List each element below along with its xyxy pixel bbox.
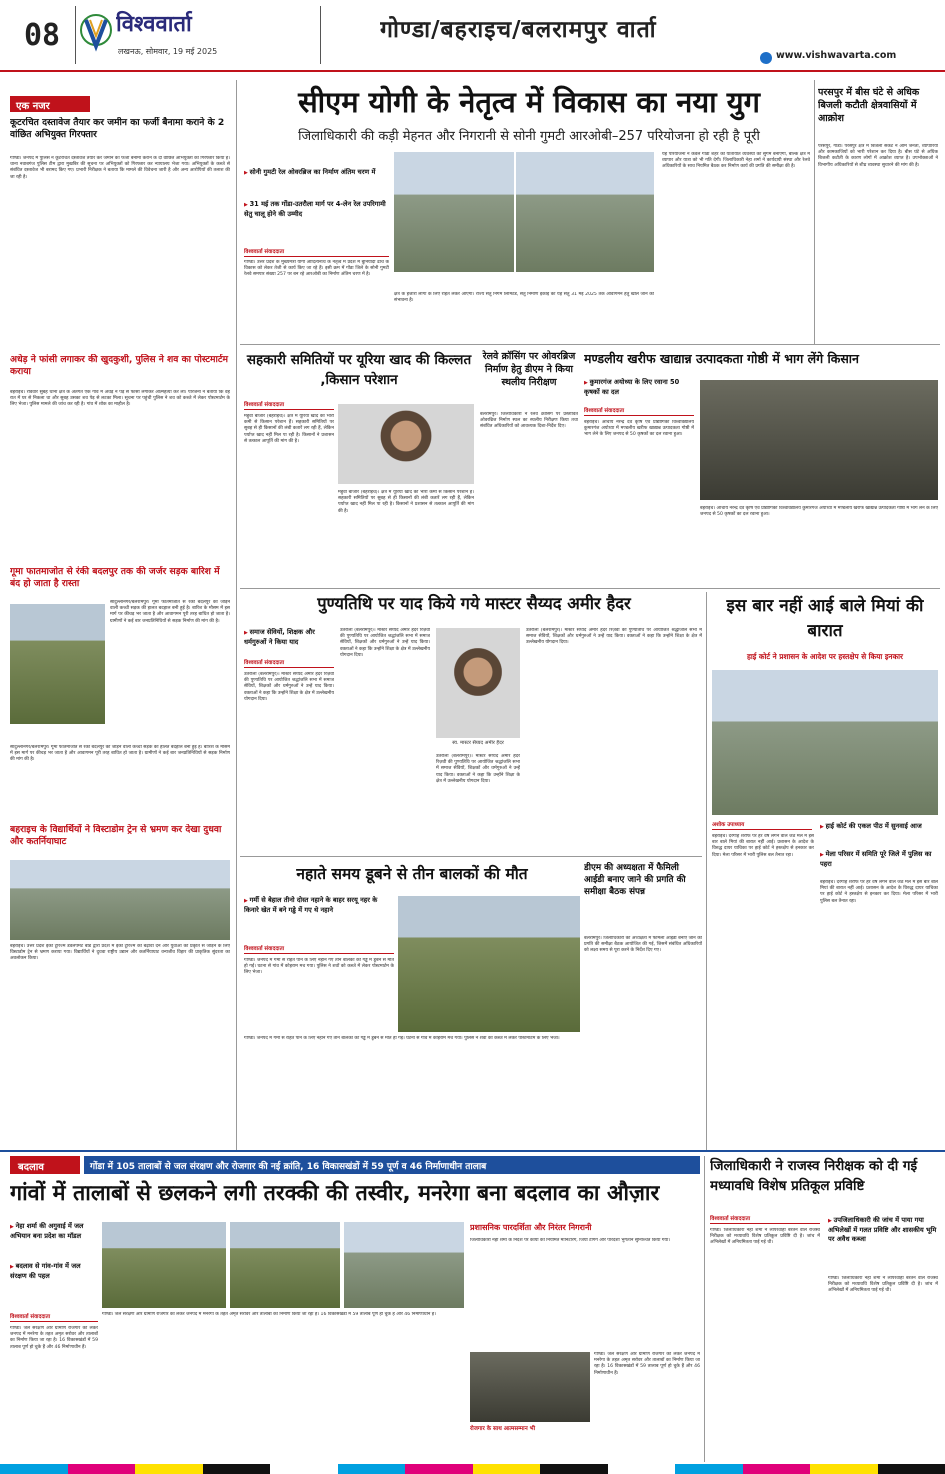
barat-bullet-1-text: ▶ हाई कोर्ट की एकल पीठ में सुनवाई आज bbox=[820, 822, 938, 832]
bottom-headline: गांवों में तालाबों से छलकने लगी तरक्की की तस्वीर, मनरेगा बना बदलाव का औज़ार bbox=[10, 1181, 660, 1206]
rob-photo-2 bbox=[516, 152, 654, 272]
rail-body: बलरामपुर। जिलाधिकारी ने रेलवे क्रॉसिंग पर प्रस्तावित ओवरब्रिज निर्माण स्थल का स्थलीय निरीक्षण किया तथा संबंधित अधिकारियों को आवश्यक दिशा-निर्देश दिए। bbox=[480, 412, 578, 430]
website-url[interactable]: www.vishwavarta.com bbox=[776, 50, 897, 61]
barat-bullet-1 bbox=[820, 822, 938, 846]
punya-headline: पुण्यतिथि पर याद किये गये मास्टर सैय्यद अमीर हैदर bbox=[317, 594, 631, 613]
pond-photo-3 bbox=[344, 1222, 464, 1308]
story3-headline: गूमा फातमाजोत से रंकी बदलपुर तक की जर्जर सड़क बारिश में बंद हो जाता है रास्ता bbox=[10, 566, 220, 589]
masthead bbox=[0, 0, 945, 72]
barat-byline: अशोक उपाध्याय bbox=[712, 820, 812, 830]
revenue-body-2: गोण्डा। जिलाधिकारी नेहा शर्मा ने लापरवाही बरतने वाले राजस्व निरीक्षक को मध्यावधि विशेष प्रतिकूल प्रविष्टि दी है। जांच में अभिलेखों में अनियमितता पाई गई थी। bbox=[828, 1276, 938, 1294]
coop-body-2: महुवा बाजार (बहराइच)। क्षेत्र में यूरिया खाद की भारी कमी से किसान परेशान हैं। सहकारी समितियों पर सुबह से ही किसानों की लंबी कतारें लग रही हैं, लेकिन पर्याप्त खाद नहीं मिल पा रही है। किसानों ने प्रशासन से तत्काल आपूर्ति की मांग की है। bbox=[338, 490, 474, 514]
punya-body-1: उतरौला (बलरामपुर)। मास्टर सैय्यद अमीर हैदर रिज़वी की पुण्यतिथि पर आयोजित श्रद्धांजलि सभा में समाज सेवियों, शिक्षकों और धर्मगुरुओं ने उन्हें याद किया। वक्ताओं ने कहा कि उन्होंने शिक्षा के क्षेत्र में उल्लेखनीय योगदान दिया। bbox=[244, 672, 334, 702]
story1-body: गोण्डा। जनपद में पुलिस ने कूटरचित दस्तावेज तैयार कर जमीन का फर्जी बैनामा कराने के दो वांछित अभियुक्तों को गिरफ्तार किया है। थाना नवाबगंज पुलिस टीम द्वारा मुखबिर की सूचना पर अभियुक्तों को गिरफ्तार कर न्यायालय भेजा गया। अभियुक्तों के कब्जे से संबंधित दस्तावेज भी बरामद किए गए। प्रभारी निरीक्षक ने बताया कि मामले की विवेचना जारी है और अन्य आरोपियों की तलाश की जा रही है। bbox=[10, 156, 230, 180]
lead-caption: क्षेत्र के हजारों लोगों के लिए राहत लेकर आएगा। राज्य सेतु निगम लिमिटेड, सेतु निर्माण इकाई का यह सेतु 31 मई 2025 तक आवागमन हेतु खोले जाने की संभावना है। bbox=[394, 292, 654, 304]
section-title: गोण्डा/बहराइच/बलरामपुर वार्ता bbox=[380, 17, 657, 43]
barat-bullet-2 bbox=[820, 850, 938, 874]
bottom-bullet-1 bbox=[10, 1222, 98, 1258]
bottom-body-1: गोण्डा। जल संरक्षण और ग्रामीण रोजगार को लेकर जनपद में मनरेगा के तहत अमृत सरोवर और तालाबों का निर्माण किया जा रहा है। 16 विकासखंडों में 59 तालाब पूर्ण हो चुके हैं और 46 निर्माणाधीन हैं। bbox=[10, 1326, 98, 1350]
farmers-photo bbox=[338, 404, 474, 484]
revenue-headline: जिलाधिकारी ने राजस्व निरीक्षक को दी गई मध्यावधि विशेष प्रतिकूल प्रविष्टि bbox=[710, 1158, 918, 1194]
employ-body: गोण्डा। जल संरक्षण और ग्रामीण रोजगार को लेकर जनपद में मनरेगा के तहत अमृत सरोवर और तालाबों का निर्माण किया जा रहा है। 16 विकासखंडों में 59 तालाब पूर्ण हो चुके हैं और 46 निर्माणाधीन हैं। bbox=[594, 1352, 700, 1376]
lead-byline: विश्ववार्ता संवाददाता bbox=[244, 247, 389, 257]
bottom-bullet-1-text: ▶ नेहा शर्मा की अगुवाई में जल अभियान बना प्रदेश का मॉडल bbox=[10, 1222, 98, 1241]
lead-subheadline: जिलाधिकारी की कड़ी मेहनत और निगरानी से सोनी गुमटी आरओबी–257 परियोजना हो रही है पूरी bbox=[298, 129, 760, 144]
bottom-bullet-2-text: ▶ बदलाव से गांव-गांव में जल संरक्षण की पहल bbox=[10, 1262, 98, 1281]
punya-byline: विश्ववार्ता संवाददाता bbox=[244, 658, 334, 668]
punya-bullet bbox=[244, 628, 334, 654]
portrait-caption: स्व. मास्टर सैय्यद अमीर हैदर bbox=[452, 740, 504, 746]
story1-headline: कूटरचित दस्तावेज तैयार कर जमीन का फर्जी बैनामा कराने के 2 वांछित अभियुक्त गिरफ्तार bbox=[10, 117, 225, 140]
family-headline: डीएम की अध्यक्षता में फैमिली आईडी बनाए जाने की प्रगति की समीक्षा बैठक संपन्न bbox=[584, 863, 686, 897]
badlav-tag: बदलाव bbox=[10, 1156, 80, 1174]
admin-headline: प्रशासनिक पारदर्शिता और निरंतर निगरानी bbox=[470, 1223, 592, 1232]
story3-body-2: सादुल्लानगर/बलरामपुर। गूमा फातमाजोत से रंकी बदलपुर को जोड़ने वाली कच्ची सड़क की हालत बदहाल बनी हुई है। बारिश के मौसम में इस मार्ग पर कीचड़ भर जाता है और आवागमन पूरी तरह बाधित हो जाता है। ग्रामीणों ने कई बार जनप्रतिनिधियों से सड़क निर्माण की मांग की है। bbox=[10, 745, 230, 763]
lead-bullet-1-text: ▶ सोनी गुमटी रेल ओवरब्रिज का निर्माण अंतिम चरण में bbox=[244, 168, 389, 178]
story4-body: बहराइच। उत्तर प्रदेश ईको टूरिज्म डेवलपमेंट बोर्ड द्वारा प्रदेश में ईको टूरिज्म को बढ़ावा देने और युवाओं को प्रकृति से जोड़ने के लिए विस्टाडोम ट्रेन से भ्रमण कराया गया। विद्यार्थियों ने दुधवा राष्ट्रीय उद्यान और कतर्नियाघाट वन्यजीव विहार की प्राकृतिक सुंदरता का अवलोकन किया। bbox=[10, 944, 230, 962]
road-photo bbox=[10, 604, 105, 724]
drown-bullet-text: ▶ गर्मी से बेहाल तीनो दोस्त नहाने के बाहर सरयू नहर के किनारे खेत में बने गड्ढे में गए थे नहाने bbox=[244, 896, 394, 915]
color-registration-bar bbox=[0, 1464, 945, 1474]
drown-body-1: गोण्डा। जनपद में गर्मी से राहत पाने के लिए नहाने गए तीन बालकों की गड्ढे में डूबने से मौत हो गई। घटना से गांव में कोहराम मच गया। पुलिस ने शवों को कब्जे में लेकर पोस्टमार्टम के लिए भेजा। bbox=[244, 958, 394, 976]
barat-strap: हाई कोर्ट ने प्रशासन के आदेश पर हस्तक्षेप से किया इनकार bbox=[747, 652, 903, 661]
family-body: बलरामपुर। जिलाधिकारी की अध्यक्षता में फैमिली आईडी बनाए जाने की प्रगति की समीक्षा बैठक आयोजित की गई, जिसमें संबंधित अधिकारियों को लक्ष्य समय से पूरा करने के निर्देश दिए गए। bbox=[584, 936, 702, 954]
lead-bullet-1 bbox=[244, 168, 389, 196]
kisan-bullet-text: ▶ कुमारगंज अयोध्या के लिए रवाना 50 कृषकों का दल bbox=[584, 378, 694, 397]
story3-body: सादुल्लानगर/बलरामपुर। गूमा फातमाजोत से रंकी बदलपुर को जोड़ने वाली कच्ची सड़क की हालत बदहाल बनी हुई है। बारिश के मौसम में इस मार्ग पर कीचड़ भर जाता है और आवागमन पूरी तरह बाधित हो जाता है। ग्रामीणों ने कई बार जनप्रतिनिधियों से सड़क निर्माण की मांग की है। bbox=[110, 600, 230, 624]
bottom-bullet-2 bbox=[10, 1262, 98, 1298]
pond-photo-1 bbox=[102, 1222, 226, 1308]
barat-body-2: बहराइच। दरगाह शरीफ पर हर वर्ष लगने वाले जेठ मेले में इस बार बाले मियां की बारात नहीं आई। प्रशासन के आदेश के विरुद्ध दायर याचिका पर हाई कोर्ट ने हस्तक्षेप से इनकार कर दिया। मेला परिसर में भारी पुलिस बल तैनात रहा। bbox=[820, 880, 938, 904]
crowd-photo bbox=[398, 896, 580, 1032]
kisan-body: बहराइच। आचार्य नरेन्द्र देव कृषि एवं प्रौद्योगिकी विश्वविद्यालय कुमारगंज अयोध्या में मण्डलीय खरीफ खाद्यान्न उत्पादकता गोष्ठी में भाग लेने के लिए जनपद से 50 कृषकों का दल रवाना हुआ। bbox=[584, 420, 694, 438]
portrait-photo bbox=[436, 628, 520, 738]
barat-headline: इस बार नहीं आई बाले मियां की बारात bbox=[726, 596, 924, 641]
bottom-strap: गोंडा में 105 तालाबों से जल संरक्षण और रोजगार की नई क्रांति, 16 विकासखंडों में 59 पूर्ण व 46 निर्माणाधीन तालाब bbox=[84, 1156, 700, 1174]
story2-headline: अधेड़ ने फांसी लगाकर की खुदकुशी, पुलिस ने शव का पोस्टमार्टम कराया bbox=[10, 354, 229, 377]
lead-bullet-2-text: ▶ 31 मई तक गोंडा-उतरौला मार्ग पर 4-लेन रेल उपरिगामी सेतु चालू होने की उम्मीद bbox=[244, 200, 389, 219]
worker-photo bbox=[470, 1352, 590, 1422]
globe-icon bbox=[760, 52, 772, 64]
punya-body-3: उतरौला (बलरामपुर)। मास्टर सैय्यद अमीर हैदर रिज़वी की पुण्यतिथि पर आयोजित श्रद्धांजलि सभा में समाज सेवियों, शिक्षकों और धर्मगुरुओं ने उन्हें याद किया। वक्ताओं ने कहा कि उन्होंने शिक्षा के क्षेत्र में उल्लेखनीय योगदान दिया। bbox=[436, 754, 520, 784]
bottom-body-2: गोण्डा। जल संरक्षण और ग्रामीण रोजगार को लेकर जनपद में मनरेगा के तहत अमृत सरोवर और तालाबों का निर्माण किया जा रहा है। 16 विकासखंडों में 59 तालाब पूर्ण हो चुके हैं और 46 निर्माणाधीन हैं। bbox=[102, 1312, 436, 1317]
story2-body: बहराइच। रविवार सुबह थाना क्षेत्र के अंतर्गत एक गांव में अधेड़ ने पेड़ से फांसी लगाकर आत्महत्या कर ली। परिजनों ने बताया कि वह रात में घर से निकला था और सुबह उसका शव पेड़ से लटका मिला। सूचना पर पहुंची पुलिस ने शव को कब्जे में लेकर पोस्टमार्टम के लिए भेजा। पुलिस मामले की जांच कर रही है। गांव में शोक का माहौल है। bbox=[10, 390, 230, 408]
kisan-headline: मण्डलीय खरीफ खाद्यान्न उत्पादकता गोष्ठी में भाग लेंगे किसान bbox=[584, 351, 859, 366]
kisan-byline: विश्ववार्ता संवाददाता bbox=[584, 406, 694, 416]
page-number: 08 bbox=[24, 18, 61, 53]
barat-body-1: बहराइच। दरगाह शरीफ पर हर वर्ष लगने वाले जेठ मेले में इस बार बाले मियां की बारात नहीं आई। प्रशासन के आदेश के विरुद्ध दायर याचिका पर हाई कोर्ट ने हस्तक्षेप से इनकार कर दिया। मेला परिसर में भारी पुलिस बल तैनात रहा। bbox=[712, 834, 814, 858]
lead-headline: सीएम योगी के नेतृत्व में विकास का नया युग bbox=[298, 85, 760, 119]
admin-body: जिलाधिकारी नेहा शर्मा के निर्देश पर कार्यों की नियमित मॉनिटरिंग, जियो टैगिंग और पारदर्शी भुगतान सुनिश्चित किया गया। bbox=[470, 1238, 671, 1243]
drown-body-2: गोण्डा। जनपद में गर्मी से राहत पाने के लिए नहाने गए तीन बालकों की गड्ढे में डूबने से मौत हो गई। घटना से गांव में कोहराम मच गया। पुलिस ने शवों को कब्जे में लेकर पोस्टमार्टम के लिए भेजा। bbox=[244, 1036, 560, 1041]
farmers-bus-photo bbox=[700, 380, 938, 500]
revenue-body-1: गोण्डा। जिलाधिकारी नेहा शर्मा ने लापरवाही बरतने वाले राजस्व निरीक्षक को मध्यावधि विशेष प्रतिकूल प्रविष्टि दी है। जांच में अभिलेखों में अनियमितता पाई गई थी। bbox=[710, 1228, 820, 1246]
punya-body-4: उतरौला (बलरामपुर)। मास्टर सैय्यद अमीर हैदर रिज़वी की पुण्यतिथि पर आयोजित श्रद्धांजलि सभा में समाज सेवियों, शिक्षकों और धर्मगुरुओं ने उन्हें याद किया। वक्ताओं ने कहा कि उन्होंने शिक्षा के क्षेत्र में उल्लेखनीय योगदान दिया। bbox=[526, 628, 702, 646]
pond-photo-2 bbox=[230, 1222, 340, 1308]
drown-byline: विश्ववार्ता संवाददाता bbox=[244, 944, 394, 954]
employ-headline: रोजगार के साथ आत्मसम्मान भी bbox=[470, 1426, 536, 1432]
rail-headline: रेलवे क्रॉसिंग पर ओवरब्रिज निर्माण हेतु डीएम ने किया स्थलीय निरीक्षण bbox=[482, 351, 576, 388]
dargah-photo bbox=[712, 670, 938, 815]
lead-bullet-2 bbox=[244, 200, 389, 240]
bottom-byline: विश्ववार्ता संवाददाता bbox=[10, 1312, 98, 1322]
parsapur-body: परसपुर, गोंडा। परसपुर क्षेत्र में बिजली संकट ने आम जनता, व्यापारियों और कामकाजियों को भारी परेशान कर दिया है। बीस घंटे से अधिक बिजली कटौती के कारण लोगों में आक्रोश व्याप्त है। उपभोक्ताओं ने विभागीय अधिकारियों से शीघ्र व्यवस्था सुधारने की मांग की है। bbox=[818, 144, 938, 168]
kisan-body-2: बहराइच। आचार्य नरेन्द्र देव कृषि एवं प्रौद्योगिकी विश्वविद्यालय कुमारगंज अयोध्या में मण्डलीय खरीफ खाद्यान्न उत्पादकता गोष्ठी में भाग लेने के लिए जनपद से 50 कृषकों का दल रवाना हुआ। bbox=[700, 506, 938, 518]
ek-nazar-tag: एक नजर bbox=[10, 96, 90, 112]
drown-headline: नहाते समय डूबने से तीन बालकों की मौत bbox=[296, 865, 528, 883]
kisan-bullet bbox=[584, 378, 694, 402]
story4-headline: बहराइच के विद्यार्थियों ने विस्टाडोम ट्रेन से भ्रमण कर देखा दुधवा और कतर्नियाघाट bbox=[10, 824, 222, 847]
barat-bullet-2-text: ▶ मेला परिसर में समिति पूरे जिले में पुलिस का पहरा bbox=[820, 850, 938, 869]
coop-headline: सहकारी समितियों पर यूरिया खाद की किल्लत ,किसान परेशान bbox=[246, 352, 472, 388]
rob-photo-1 bbox=[394, 152, 514, 272]
revenue-bullet-text: ▶ उपजिलाधिकारी की जांच में पाया गया अभिलेखों में गलत प्रविष्टि और शासकीय भूमि पर अवैध कब्जा bbox=[828, 1216, 938, 1244]
lead-body-1: गोण्डा। उत्तर प्रदेश के मुख्यमंत्री योगी आदित्यनाथ के नेतृत्व में प्रदेश में बुनियादी ढांचे के विकास को लेकर तेजी से कार्य किए जा रहे हैं। इसी क्रम में गोंडा जिले के सोनी गुमटी रेलवे समपार संख्या 257 पर बन रहे आरओबी का निर्माण अंतिम चरण में है। bbox=[244, 260, 389, 278]
parsapur-headline: परसपुर में बीस घंटे से अधिक बिजली कटौती क्षेत्रवासियों में आक्रोश bbox=[818, 87, 920, 124]
revenue-byline: विश्ववार्ता संवाददाता bbox=[710, 1214, 820, 1224]
logo-icon bbox=[80, 10, 112, 56]
punya-body-2: उतरौला (बलरामपुर)। मास्टर सैय्यद अमीर हैदर रिज़वी की पुण्यतिथि पर आयोजित श्रद्धांजलि सभा में समाज सेवियों, शिक्षकों और धर्मगुरुओं ने उन्हें याद किया। वक्ताओं ने कहा कि उन्होंने शिक्षा के क्षेत्र में उल्लेखनीय योगदान दिया। bbox=[340, 628, 430, 658]
coop-body: महुवा बाजार (बहराइच)। क्षेत्र में यूरिया खाद की भारी कमी से किसान परेशान हैं। सहकारी समितियों पर सुबह से ही किसानों की लंबी कतारें लग रही हैं, लेकिन पर्याप्त खाद नहीं मिल पा रही है। किसानों ने प्रशासन से तत्काल आपूर्ति की मांग की है। bbox=[244, 414, 334, 444]
punya-bullet-text: ▶ समाज सेवियों, शिक्षक और धर्मगुरुओं ने किया याद bbox=[244, 628, 334, 647]
paper-name: विश्ववार्ता bbox=[116, 12, 192, 37]
lead-body-2: यह परियोजना न केवल गोंडा शहर को यातायात व्यवस्था को सुगम बनाएगी, बल्कि क्षेत्र में व्यापार और यात्रा को भी गति देगी। जिलाधिकारी नेहा शर्मा ने कार्यदायी संस्था और रेलवे अधिकारियों के साथ नियमित बैठक कर निर्माण कार्य की प्रगति की समीक्षा की है। bbox=[662, 152, 810, 170]
drown-bullet bbox=[244, 896, 394, 936]
coop-byline: विश्ववार्ता संवाददाता bbox=[244, 400, 334, 410]
city-date: लखनऊ, सोमवार, 19 मई 2025 bbox=[118, 47, 218, 56]
students-photo bbox=[10, 860, 230, 940]
revenue-bullet bbox=[828, 1216, 938, 1272]
